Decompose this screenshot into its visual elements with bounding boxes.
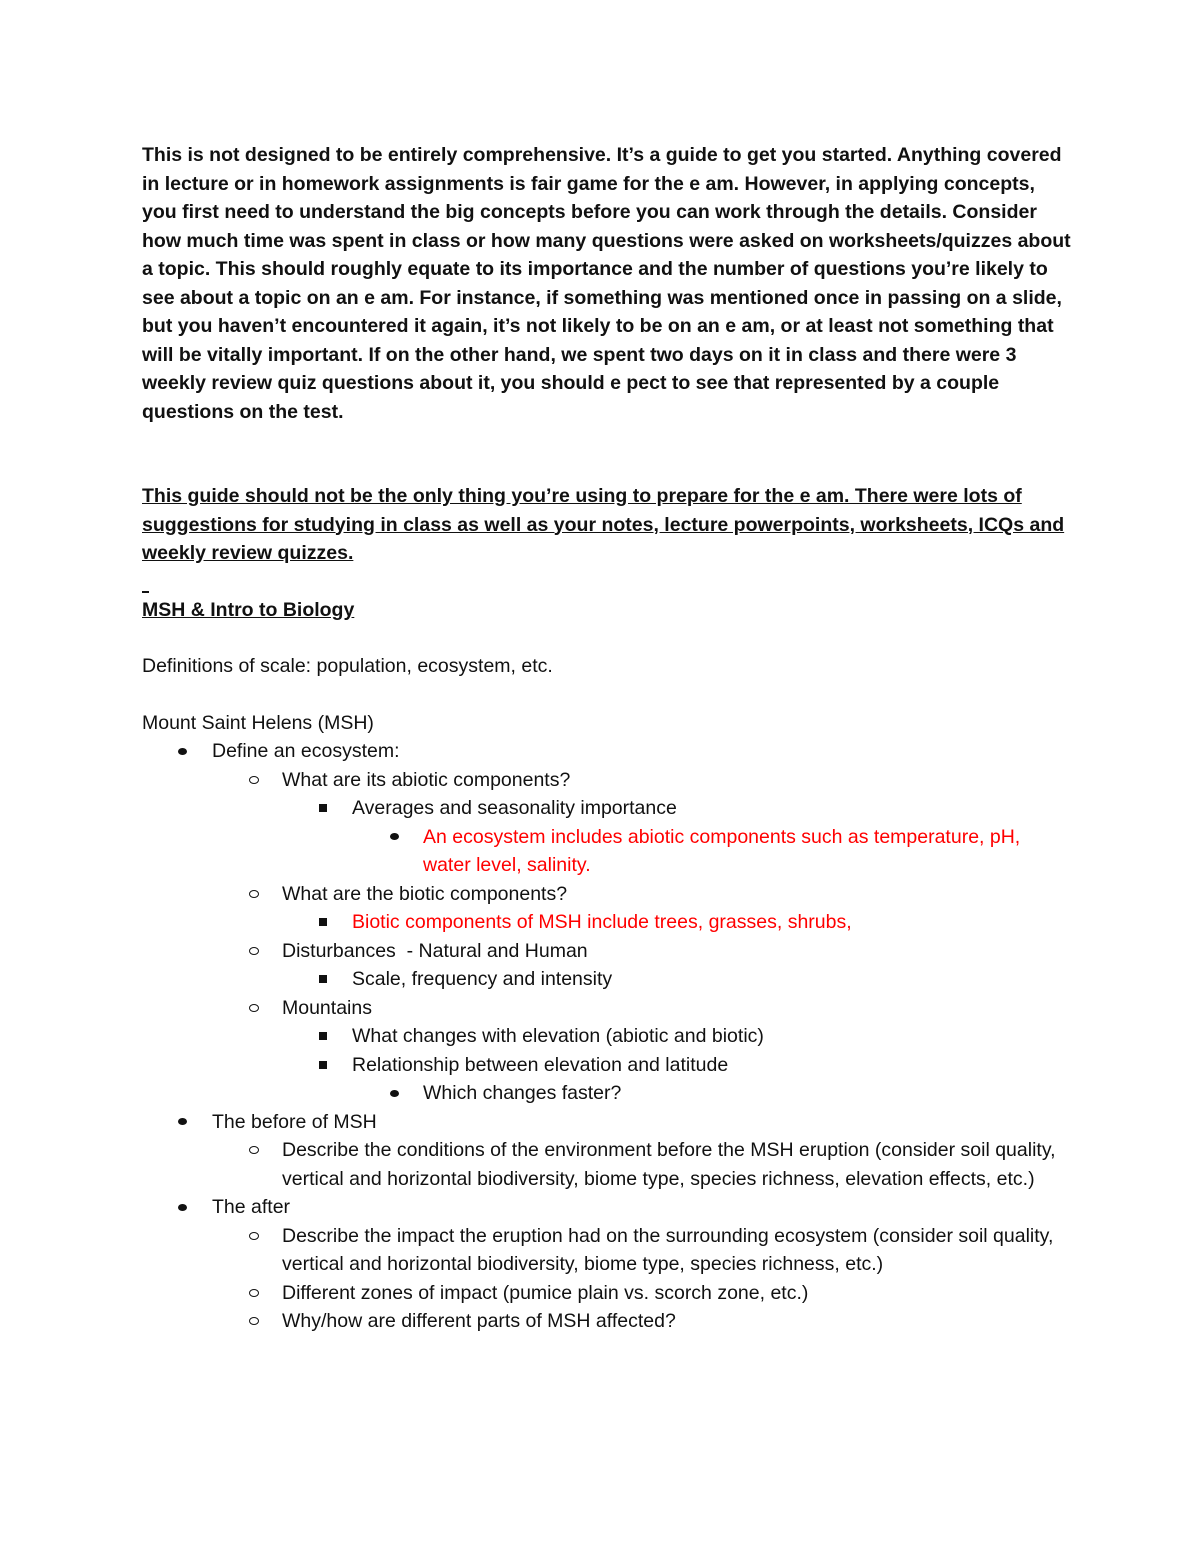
outline-item-text: Describe the conditions of the environment before the MSH eruption (consider soil quality, vertical and horizontal biodiversity, biome type, species richness, elevation effects, etc.) <box>282 1139 1056 1190</box>
section-heading: MSH & Intro to Biology <box>142 599 355 621</box>
outline-item <box>142 794 1062 823</box>
outline-item <box>142 1136 1062 1193</box>
outline-item <box>142 1108 1062 1137</box>
msh-outline <box>142 737 1062 1336</box>
bullet-ring-icon <box>244 1136 264 1165</box>
outline-item <box>142 1051 1062 1080</box>
outline-item-text: What are the biotic components? <box>282 882 568 905</box>
outline-item <box>142 1222 1062 1279</box>
intro-paragraph: This is not designed to be entirely comprehensive. It’s a guide to get you started. Anything covered in lecture or in homework assignments is fair game for the e am. However, in applying concepts, you first need to understand the big concepts before you can work through the details. Consider how much time was spent in class or how many questions were asked on worksheets/quizzes about a topic. This should roughly equate to its importance and the number of questions you’re likely to see about a topic on an e am. For instance, if something was mentioned once in passing on a slide, but you haven’t encountered it again, it’s not likely to be on an e am, or at least not something that will be vitally important. If on the other hand, we spent two days on it in class and there were 3 weekly review quiz questions about it, you should e pect to see that represented by a couple questions on the test. <box>142 144 1071 423</box>
outline-item-text: What changes with elevation (abiotic and biotic) <box>352 1025 764 1047</box>
outline-item-answer <box>142 908 1062 937</box>
answer-text: Biotic components of MSH include trees, grasses, shrubs, <box>352 911 852 933</box>
definitions-line: Definitions of scale: population, ecosystem, etc. <box>142 655 553 677</box>
answer-text: An ecosystem includes abiotic components such as temperature, pH, water level, salinity. <box>423 825 1021 876</box>
bullet-dot-icon <box>384 1079 404 1108</box>
outline-item-text: The after <box>212 1196 291 1218</box>
outline-item <box>142 1193 1062 1222</box>
outline-item <box>142 994 1062 1023</box>
outline-item-text: Why/how are different parts of MSH affected? <box>282 1310 676 1332</box>
bullet-dot-icon <box>172 1108 192 1137</box>
bullet-ring-icon <box>244 994 264 1023</box>
outline-item <box>142 766 1062 795</box>
outline-item <box>142 737 1062 766</box>
outline-item <box>142 965 1062 994</box>
bullet-ring-icon <box>244 766 264 795</box>
bullet-square-icon <box>313 1051 333 1080</box>
bullet-ring-icon <box>244 1222 264 1251</box>
outline-item <box>142 880 1062 909</box>
outline-item <box>142 937 1062 966</box>
outline-item <box>142 1307 1062 1336</box>
outline-item <box>142 1022 1062 1051</box>
outline-item-text: The before of MSH <box>212 1110 377 1133</box>
outline-item-text: Averages and seasonality importance <box>352 797 677 819</box>
notice-paragraph: This guide should not be the only thing you’re using to prepare for the e am. There were lots of suggestions for studying in class as well as your notes, lecture powerpoints, worksheets, ICQs and weekly review quizzes. <box>142 485 1065 564</box>
outline-item <box>142 1079 1062 1108</box>
outline-item-text: Different zones of impact (pumice plain vs. scorch zone, etc.) <box>282 1281 809 1304</box>
underlined-space <box>142 591 149 593</box>
bullet-dot-icon <box>172 1193 192 1222</box>
bullet-ring-icon <box>244 1307 264 1336</box>
bullet-dot-icon <box>384 823 404 852</box>
bullet-ring-icon <box>244 937 264 966</box>
bullet-square-icon <box>313 908 333 937</box>
outline-item-text: Describe the impact the eruption had on the surrounding ecosystem (consider soil quality, vertical and horizontal biodiversity, biome type, species richness, etc.) <box>282 1224 1054 1275</box>
bullet-square-icon <box>313 1022 333 1051</box>
outline-item-text: Relationship between elevation and latitude <box>352 1053 729 1076</box>
bullet-square-icon <box>313 794 333 823</box>
bullet-ring-icon <box>244 1279 264 1308</box>
outline-item-answer <box>142 823 1062 880</box>
outline-item-text: Scale, frequency and intensity <box>352 968 613 990</box>
outline-item-text: Disturbances - Natural and Human <box>282 939 588 962</box>
outline-item-text: Define an ecosystem: <box>212 740 400 762</box>
outline-item-text: Which changes faster? <box>423 1082 622 1104</box>
msh-line: Mount Saint Helens (MSH) <box>142 712 374 734</box>
bullet-ring-icon <box>244 880 264 909</box>
outline-item-text: What are its abiotic components? <box>282 768 571 791</box>
bullet-square-icon <box>313 965 333 994</box>
bullet-dot-icon <box>172 737 192 766</box>
outline-item <box>142 1279 1062 1308</box>
outline-item-text: Mountains <box>282 996 372 1019</box>
